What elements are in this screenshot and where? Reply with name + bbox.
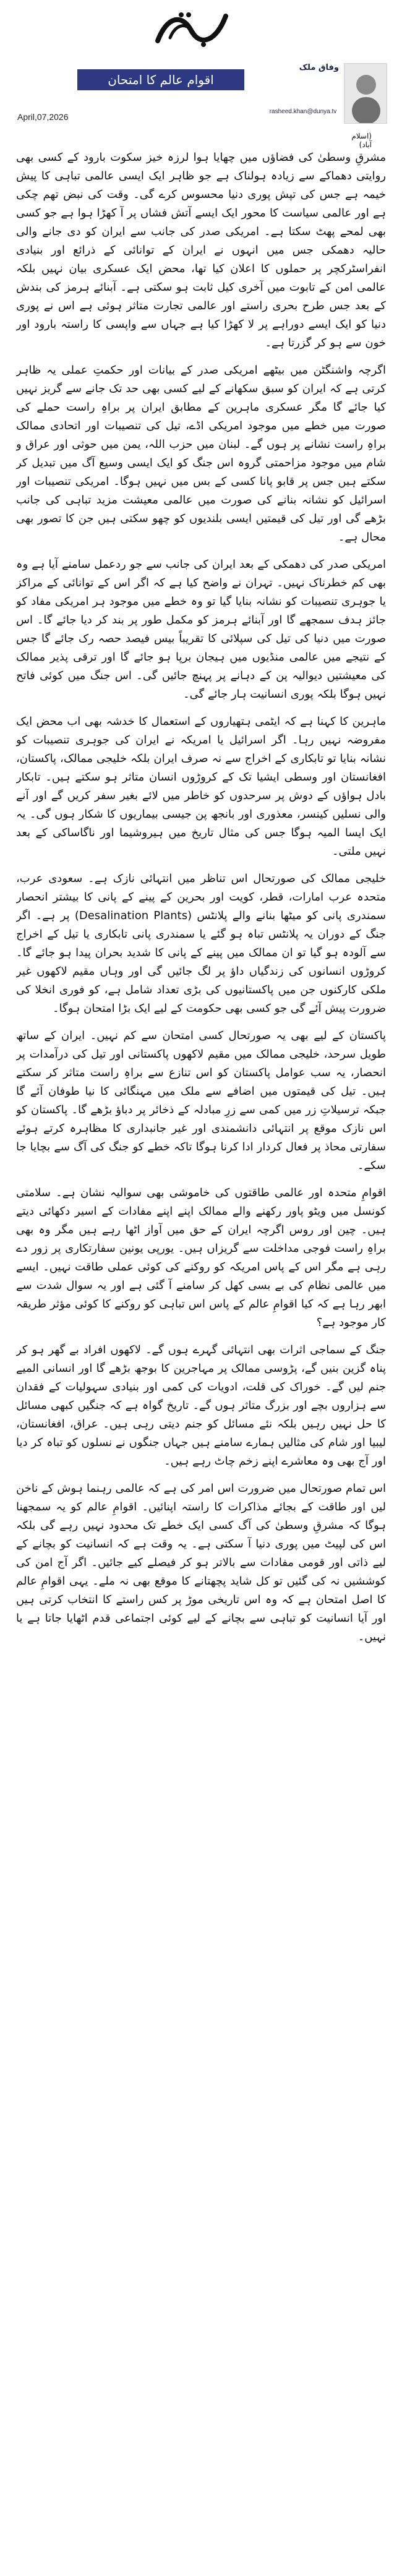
paragraph: خلیجی ممالک کی صورتحال اس تناظر میں انتہائی نازک ہے۔ سعودی عرب، متحدہ عرب امارات، قطر، کویت اور بحرین کے پینے کے پانی کا بیشتر انحصار سمندری پانی کو میٹھا بنانے والے پلانٹس (Desalination Plants) پر ہے۔ اگر جنگ کے دوران یہ پلانٹس تباہ ہو گئے یا سمندری پانی تابکاری یا تیل کے اخراج سے آلودہ ہو گیا تو ان ممالک میں پینے کے پانی کا شدید بحران پیدا ہو جائے گا۔ کروڑوں انسانوں کی زندگیاں داؤ پر لگ جائیں گی اور وہاں مقیم لاکھوں غیر ملکی کارکنوں جن میں پاکستانیوں کی بڑی تعداد شامل ہے، کو فوری انخلا کی ضرورت پیش آئے گی جو کسی بھی حکومت کے لیے ایک بڑا امتحان ہوگا۔ bbox=[16, 872, 386, 1015]
paragraph: مشرقِ وسطیٰ کی فضاؤں میں چھایا ہوا لرزہ خیز سکوت بارود کے کسی بھی روایتی دھماکے سے زیادہ ہولناک ہے جو ظاہر ایک ایسی عالمی تباہی کا پیش خیمہ ہے جس کی تپش پوری دنیا محسوس کرے گی۔ وقت کی نبض تھم چکی ہے اور عالمی سیاست کا محور ایک ایسے آتش فشاں پر آ کھڑا ہوا ہے جو کسی بھی لمحے پھٹ سکتا ہے۔ امریکی صدر کی جانب سے ایران کو دی جانے والی حالیہ دھمکی جس میں انہوں نے ایران کے توانائی کے ذرائع اور بنیادی انفراسٹرکچر پر حملوں کا اعلان کیا تھا، محض ایک عسکری بیان نہیں بلکہ عالمی امن کے تابوت میں آخری کیل ثابت ہو سکتی ہے۔ آبنائے ہرمز کی بندش کے بعد جس طرح بحری راستے اور عالمی تجارت متاثر ہوئی ہے اس نے پوری دنیا کو ایک ایسے دوراہے پر لا کھڑا کیا ہے جہاں سے واپسی کا راستہ بارود اور خون سے ہو کر گزرتا ہے۔ bbox=[16, 151, 386, 349]
article-title: اقوام عالم کا امتحان bbox=[77, 69, 244, 90]
logo-calligraphy-icon bbox=[145, 4, 238, 52]
paragraph: اگرچہ واشنگٹن میں بیٹھے امریکی صدر کے بیانات اور حکمتِ عملی یہ ظاہر کرتی ہے کہ ایران کو سبق سکھانے کے لیے کسی بھی حد تک جانے سے گریز نہیں کیا جائے گا مگر عسکری ماہرین کے مطابق ایران پر براہِ راست حملے کی صورت میں خطے میں موجود امریکی اڈے، تیل کی تنصیبات اور اتحادی ممالک براہِ راست نشانے پر ہوں گے۔ لبنان میں حزب اللہ، یمن میں حوثی اور عراق و شام میں موجود مزاحمتی گروہ اس جنگ کو ایک ایسی وسیع آگ میں تبدیل کر سکتے ہیں جس پر قابو پانا کسی کے بس میں نہیں ہوگا۔ امریکی تنصیبات اور اسرائیل کو نشانہ بنانے کی صورت میں عالمی معیشت مزید تباہی کی جانب بڑھے گی اور تیل کی قیمتیں ایسی بلندیوں کو چھو سکتی ہیں جن کا تصور بھی محال ہے۔ bbox=[16, 364, 386, 544]
paragraph: ماہرین کا کہنا ہے کہ ایٹمی ہتھیاروں کے استعمال کا خدشہ بھی اب محض ایک مفروضہ نہیں رہا۔ اگر اسرائیل یا امریکہ نے ایران کی جوہری تنصیبات کو نشانہ بنایا تو تابکاری کے اخراج سے نہ صرف ایران بلکہ خلیجی ممالک، پاکستان، افغانستان اور وسطی ایشیا تک کے کروڑوں انسان متاثر ہو سکتے ہیں۔ تابکار بادل ہواؤں کے دوش پر سرحدوں کو خاطر میں لائے بغیر سفر کریں گے اور آنے والی نسلیں کینسر، معذوری اور بانجھ پن جیسی بیماریوں کا شکار ہوں گی۔ یہ ایک ایسا المیہ ہوگا جس کی مثال تاریخ میں ہیروشیما اور ناگاساکی کے بعد نہیں ملتی۔ bbox=[16, 715, 386, 858]
masthead bbox=[0, 0, 402, 56]
paragraph: جنگ کے سماجی اثرات بھی انتہائی گہرے ہوں گے۔ لاکھوں افراد بے گھر ہو کر پناہ گزین بنیں گے، پڑوسی ممالک پر مہاجرین کا بوجھ بڑھے گا اور انسانی المیے جنم لیں گے۔ خوراک کی قلت، ادویات کی کمی اور بنیادی سہولیات کے فقدان سے ہزاروں بچے اور بزرگ متاثر ہوں گے۔ تاریخ گواہ ہے کہ جنگیں کبھی مسائل کا حل نہیں رہیں بلکہ نئے مسائل کو جنم دیتی رہی ہیں۔ عراق، افغانستان، لیبیا اور شام کی مثالیں ہمارے سامنے ہیں جہاں جنگوں نے نسلوں کو تباہ کر دیا اور آج بھی وہ معاشرے اپنے زخم چاٹ رہے ہیں۔ bbox=[16, 1343, 386, 1468]
article-body bbox=[16, 148, 386, 2554]
dateline-city: (اسلام آباد) bbox=[351, 132, 372, 149]
publish-date: April,07,2026 bbox=[17, 112, 69, 122]
author-silhouette-icon bbox=[344, 64, 387, 124]
author-email: rasheed.khan@dunya.tv bbox=[269, 108, 337, 115]
paragraph: اس تمام صورتحال میں ضرورت اس امر کی ہے کہ عالمی رہنما ہوش کے ناخن لیں اور طاقت کے بجائے مذاکرات کا راستہ اپنائیں۔ اقوامِ عالم کو یہ سمجھنا ہوگا کہ مشرقِ وسطیٰ کی آگ کسی ایک خطے تک محدود نہیں رہے گی بلکہ اس کی لپیٹ میں پوری دنیا آ سکتی ہے۔ یہ وقت ہے کہ انسانیت کو بچانے کے لیے ذاتی اور قومی مفادات سے بالاتر ہو کر فیصلے کیے جائیں۔ اگر آج امن کی کوششیں نہ کی گئیں تو کل شاید پچھتانے کا موقع بھی نہ ملے۔ یہی اقوامِ عالم کا اصل امتحان ہے کہ وہ اس تاریخی موڑ پر کس راستے کا انتخاب کرتی ہیں اور آیا انسانیت کو تباہی سے بچانے کے لیے کوئی اجتماعی قدم اٹھایا جاتا ہے یا نہیں۔ bbox=[16, 1482, 386, 1643]
paragraph: اقوامِ متحدہ اور عالمی طاقتوں کی خاموشی بھی سوالیہ نشان ہے۔ سلامتی کونسل میں ویٹو پاور رکھنے والے ممالک اپنے اپنے مفادات کے اسیر دکھائی دیتے ہیں۔ چین اور روس اگرچہ ایران کے حق میں آواز اٹھا رہے ہیں مگر وہ بھی براہِ راست فوجی مداخلت سے گریزاں ہیں۔ یورپی یونین سفارتکاری پر زور دے رہی ہے مگر اس کے پاس امریکہ کو روکنے کی کوئی عملی طاقت نہیں۔ ایسے میں عالمی نظام کی بے بسی کھل کر سامنے آ گئی ہے اور یہ سوال شدت سے ابھر رہا ہے کہ کیا اقوامِ عالم کے پاس اس تباہی کو روکنے کا کوئی مؤثر طریقہ کار موجود ہے؟ bbox=[16, 1186, 386, 1329]
paragraph: پاکستان کے لیے بھی یہ صورتحال کسی امتحان سے کم نہیں۔ ایران کے ساتھ طویل سرحد، خلیجی ممالک میں مقیم لاکھوں پاکستانی اور تیل کی درآمدات پر انحصار، یہ سب عوامل پاکستان کو اس تنازع سے براہِ راست متاثر کر سکتے ہیں۔ تیل کی قیمتوں میں اضافے سے ملک میں مہنگائی کا نیا طوفان آئے گا جبکہ ترسیلاتِ زر میں کمی سے زرِ مبادلہ کے ذخائر پر دباؤ بڑھے گا۔ پاکستان کو اس نازک موقع پر انتہائی دانشمندی اور غیر جانبداری کا مظاہرہ کرتے ہوئے سفارتی محاذ پر فعال کردار ادا کرنا ہوگا تاکہ خطے کو جنگ کی آگ سے بچایا جا سکے۔ bbox=[16, 1029, 386, 1172]
paragraph: امریکی صدر کی دھمکی کے بعد ایران کی جانب سے جو ردعمل سامنے آیا ہے وہ بھی کم خطرناک نہیں۔ تہران نے واضح کیا ہے کہ اگر اس کے توانائی کے مراکز یا جوہری تنصیبات کو نشانہ بنایا گیا تو وہ خطے میں موجود ہر امریکی مفاد کو جائز ہدف سمجھے گا اور آبنائے ہرمز کو مکمل طور پر بند کر دیا جائے گا۔ اس صورت میں دنیا کی تیل کی سپلائی کا تقریباً بیس فیصد حصہ رک جائے گا جس کے نتیجے میں عالمی منڈیوں میں ہیجان برپا ہو جائے گا اور ترقی پذیر ممالک کی معیشتیں دیوالیہ پن کے دہانے پر پہنچ جائیں گی۔ اس جنگ میں کوئی فاتح نہیں ہوگا بلکہ پوری انسانیت ہار جائے گی۔ bbox=[16, 558, 386, 701]
author-name: وفاق ملک bbox=[299, 63, 339, 72]
author-photo bbox=[344, 63, 387, 124]
newspaper-logo bbox=[145, 4, 238, 52]
